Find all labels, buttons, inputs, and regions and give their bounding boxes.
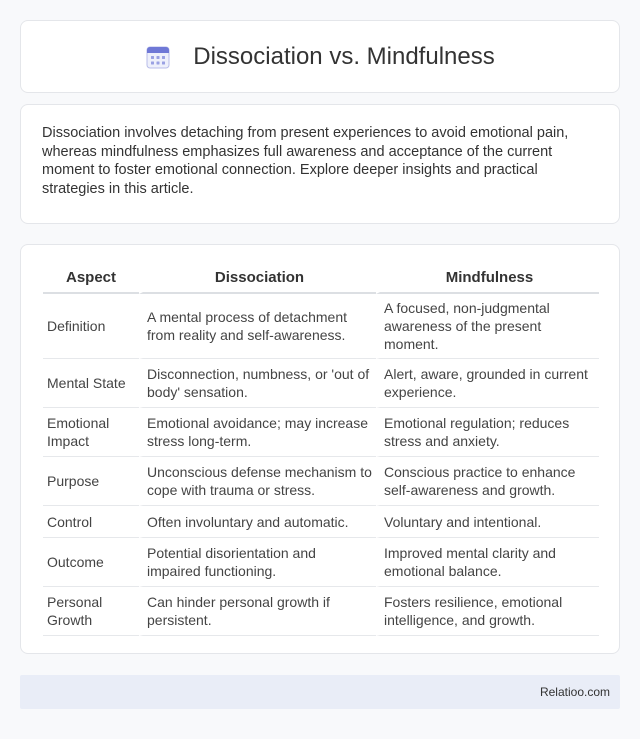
row-aspect: Outcome	[43, 538, 139, 587]
table-header-row	[43, 262, 599, 294]
table-row	[43, 457, 599, 506]
comparison-card	[20, 244, 620, 654]
header-aspect: Aspect	[43, 262, 139, 294]
row-aspect: Definition	[43, 294, 139, 359]
row-aspect: Personal Growth	[43, 587, 139, 636]
row-mindfulness: Voluntary and intentional.	[376, 506, 599, 538]
row-dissociation: Often involuntary and automatic.	[139, 506, 376, 538]
page-title: Dissociation vs. Mindfulness	[193, 42, 495, 70]
row-dissociation: Can hinder personal growth if persistent.	[139, 587, 376, 636]
table-row	[43, 294, 599, 359]
intro-card	[20, 104, 620, 224]
footer-site-name: Relatioo.com	[539, 685, 610, 699]
table-row	[43, 587, 599, 636]
row-aspect: Mental State	[43, 359, 139, 408]
row-mindfulness: A focused, non-judgmental awareness of the present moment.	[376, 294, 599, 359]
row-dissociation: Unconscious defense mechanism to cope with trauma or stress.	[139, 457, 376, 506]
row-mindfulness: Fosters resilience, emotional intelligence, and growth.	[376, 587, 599, 636]
table-row	[43, 538, 599, 587]
table-row	[43, 408, 599, 457]
row-dissociation: A mental process of detachment from reality and self-awareness.	[139, 294, 376, 359]
table-row	[43, 506, 599, 538]
row-dissociation: Potential disorientation and impaired functioning.	[139, 538, 376, 587]
header-dissociation: Dissociation	[139, 262, 376, 294]
header-mindfulness: Mindfulness	[376, 262, 599, 294]
row-aspect: Emotional Impact	[43, 408, 139, 457]
table-row	[43, 359, 599, 408]
row-aspect: Control	[43, 506, 139, 538]
row-aspect: Purpose	[43, 457, 139, 506]
intro-paragraph: Dissociation involves detaching from present experiences to avoid emotional pain, whereas mindfulness emphasizes full awareness and acceptance of the current moment to foster emotional connection. Explore deeper insights and practical strategies in this article.	[42, 125, 569, 197]
row-mindfulness: Conscious practice to enhance self-awareness and growth.	[376, 457, 599, 506]
row-mindfulness: Improved mental clarity and emotional balance.	[376, 538, 599, 587]
title-card	[20, 20, 620, 93]
row-dissociation: Disconnection, numbness, or 'out of body' sensation.	[139, 359, 376, 408]
footer-bar	[20, 675, 620, 709]
calendar-icon	[145, 44, 171, 70]
row-dissociation: Emotional avoidance; may increase stress long-term.	[139, 408, 376, 457]
title-wrap	[145, 43, 494, 71]
row-mindfulness: Emotional regulation; reduces stress and anxiety.	[376, 408, 599, 457]
row-mindfulness: Alert, aware, grounded in current experience.	[376, 359, 599, 408]
comparison-table	[43, 262, 599, 636]
